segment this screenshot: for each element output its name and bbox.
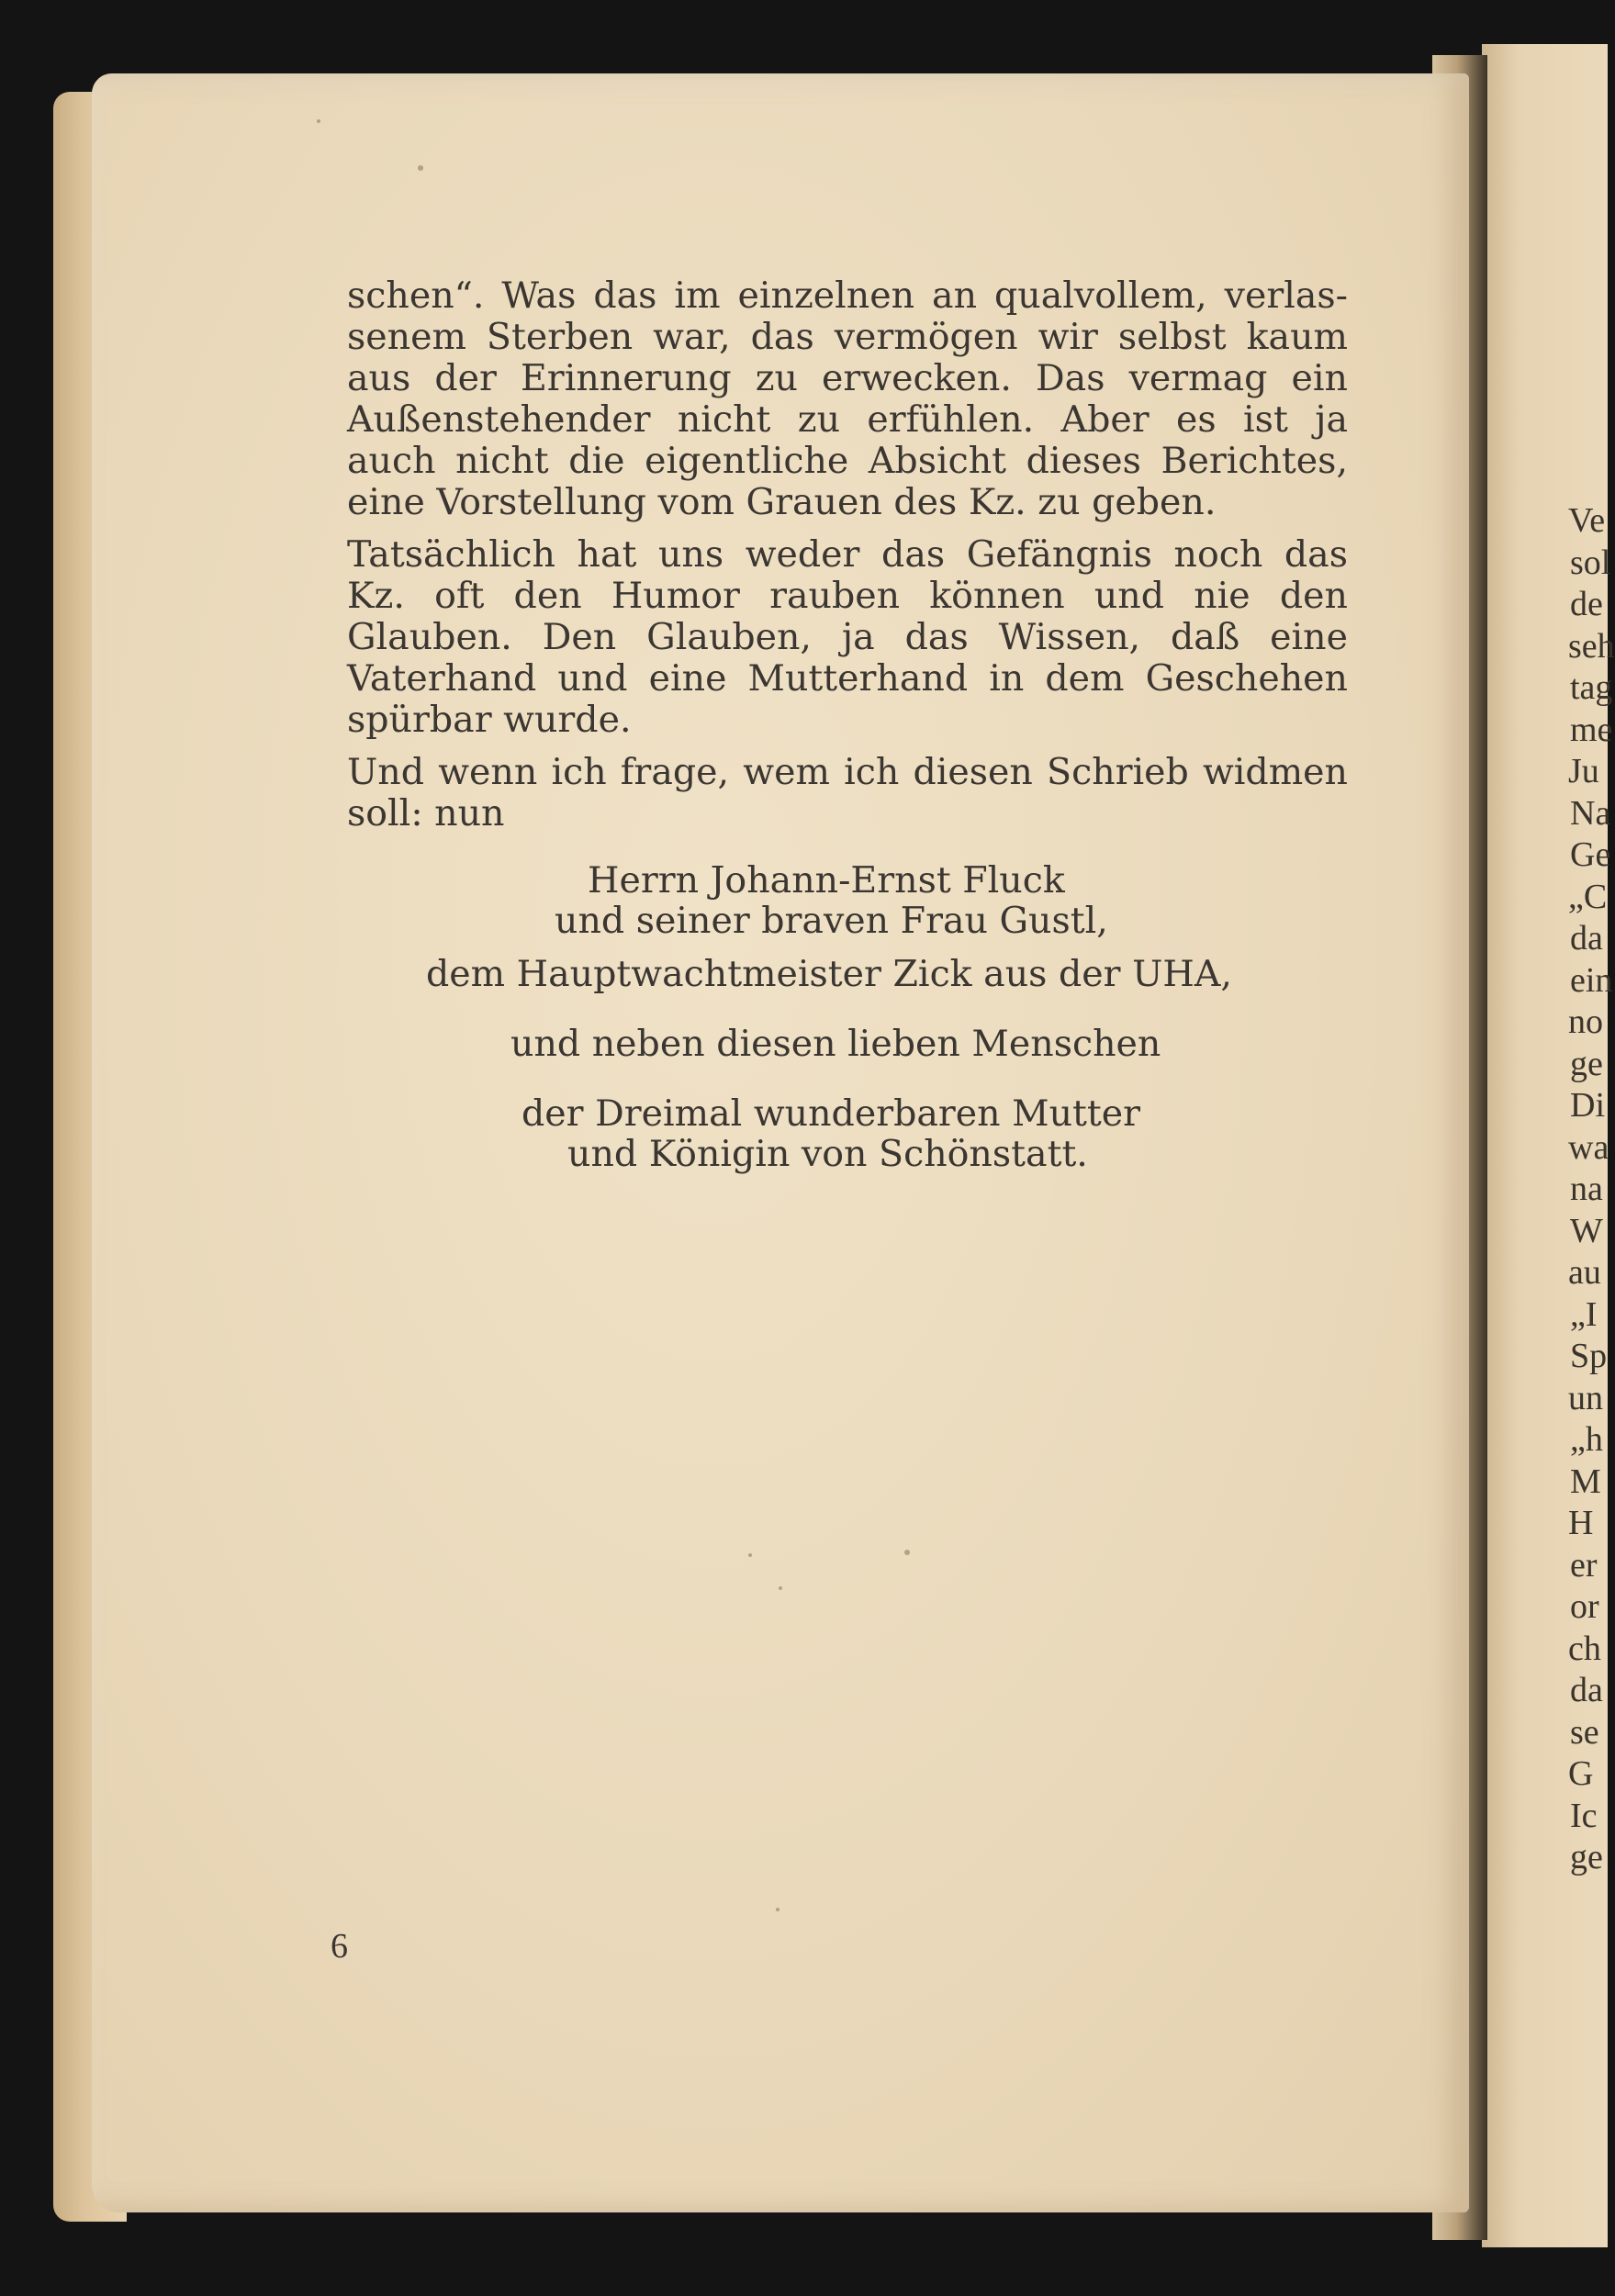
facing-page-line: au — [1568, 1253, 1601, 1292]
facing-page-line: no — [1568, 1002, 1603, 1041]
facing-page-line: da — [1570, 919, 1603, 958]
facing-page-line: ge — [1570, 1838, 1603, 1876]
facing-page-line: na — [1570, 1170, 1603, 1208]
facing-page-line: Ge — [1570, 835, 1611, 874]
facing-page-line: tag — [1570, 668, 1613, 707]
facing-page-line: Ve — [1568, 501, 1606, 540]
facing-page-line: H — [1568, 1504, 1594, 1542]
facing-page-line: da — [1570, 1671, 1603, 1709]
facing-page-line: „I — [1570, 1294, 1598, 1334]
facing-page-line: Di — [1570, 1086, 1605, 1125]
facing-page-line: de — [1570, 585, 1603, 623]
text-line: Kz. oft den Humor rauben können und nie den — [347, 575, 1348, 617]
text-line: Außenstehender nicht zu erfühlen. Aber es ist ja — [347, 398, 1348, 441]
facing-page-line: „C — [1568, 877, 1608, 916]
body-text — [347, 275, 1348, 846]
facing-page-line: G — [1568, 1754, 1594, 1793]
facing-page-line: wa — [1568, 1127, 1609, 1167]
facing-page-line: Na — [1570, 793, 1611, 833]
paper-speck — [904, 1550, 910, 1555]
paragraph — [347, 534, 1348, 741]
dedication-line: und seiner braven Frau Gustl, — [555, 900, 1108, 942]
paper-speck — [748, 1553, 752, 1557]
page-number: 6 — [331, 1927, 348, 1966]
facing-page-line: se — [1570, 1712, 1599, 1752]
text-line: schen“. Was das im einzelnen an qualvollem, verlas- — [347, 274, 1348, 317]
dedication-line: der Dreimal wunderbaren Mutter — [522, 1092, 1141, 1135]
facing-page-line: Ic — [1570, 1796, 1598, 1835]
facing-page-line: Sp — [1570, 1337, 1608, 1375]
text-line: soll: nun — [347, 792, 505, 834]
facing-page-line: me — [1570, 710, 1613, 749]
paragraph — [347, 275, 1348, 523]
facing-page-line: ch — [1568, 1629, 1601, 1668]
text-line: Tatsächlich hat uns weder das Gefängnis noch das — [347, 533, 1348, 576]
facing-page-line: un — [1568, 1378, 1603, 1417]
text-line: senem Sterben war, das vermögen wir selbst kaum — [347, 316, 1348, 358]
facing-page-line: M — [1570, 1462, 1601, 1501]
facing-page-line: W — [1570, 1211, 1603, 1250]
dedication-line: und Königin von Schönstatt. — [567, 1133, 1088, 1175]
facing-page-line: seh — [1568, 626, 1615, 666]
facing-page-line: Ju — [1568, 752, 1599, 790]
dedication-line: Herrn Johann-Ernst Fluck — [588, 859, 1065, 902]
dedication-line: und neben diesen lieben Menschen — [510, 1023, 1161, 1065]
facing-page-line: ein — [1570, 960, 1613, 1000]
text-line: Vaterhand und eine Mutterhand in dem Geschehen — [347, 657, 1348, 700]
dedication-line: dem Hauptwachtmeister Zick aus der UHA, — [426, 953, 1232, 995]
facing-page-line: or — [1570, 1587, 1599, 1626]
paper-speck — [776, 1908, 779, 1911]
text-line: aus der Erinnerung zu erwecken. Das vermag ein — [347, 357, 1348, 399]
text-line: spürbar wurde. — [347, 699, 632, 741]
text-line: auch nicht die eigentliche Absicht dieses Berichtes, — [347, 440, 1348, 482]
facing-page-line: er — [1570, 1545, 1598, 1585]
facing-page-line: sol — [1570, 543, 1611, 582]
paragraph — [347, 752, 1348, 834]
facing-page-line: „h — [1570, 1420, 1603, 1459]
text-line: eine Vorstellung vom Grauen des Kz. zu geben. — [347, 481, 1217, 523]
paper-speck — [418, 165, 423, 171]
text-line: Glauben. Den Glauben, ja das Wissen, daß eine — [347, 616, 1348, 658]
paper-speck — [779, 1586, 782, 1590]
paper-speck — [317, 119, 320, 123]
facing-page-line: ge — [1570, 1044, 1603, 1083]
text-line: Und wenn ich frage, wem ich diesen Schrieb widmen — [347, 751, 1348, 793]
